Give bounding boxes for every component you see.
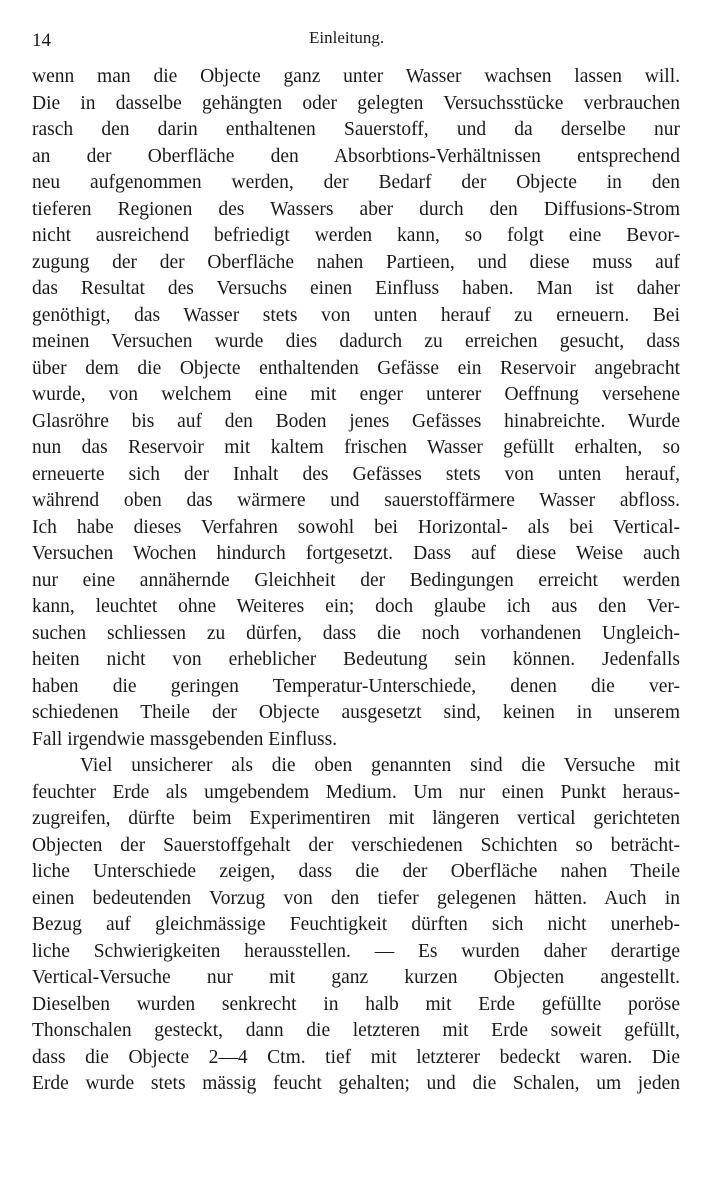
- text-line: wurde, von welchem eine mit enger unterer Oeffnung versehene: [32, 384, 680, 405]
- text-line: tieferen Regionen des Wassers aber durch den Diffusions-Strom: [32, 198, 680, 220]
- text-line: kann, leuchtet ohne Weiteres ein; doch glaube ich aus den Ver-: [32, 596, 680, 617]
- text-line: genöthigt, das Wasser stets von unten herauf zu erneuern. Bei: [32, 304, 680, 326]
- text-line: liche Schwierigkeiten herausstellen. — Es wurden daher derartige: [32, 940, 680, 962]
- text-line: erneuerte sich der Inhalt des Gefässes stets von unten herauf,: [32, 463, 680, 485]
- page-number: 14: [32, 30, 51, 51]
- text-line: heiten nicht von erheblicher Bedeutung sein können. Jedenfalls: [32, 649, 680, 670]
- paragraph-1: [32, 64, 680, 753]
- text-line: nun das Reservoir mit kaltem frischen Wasser gefüllt erhalten, so: [32, 437, 680, 458]
- page-header: [32, 26, 680, 56]
- text-line: dass die Objecte 2—4 Ctm. tief mit letzterer bedeckt waren. Die: [32, 1046, 680, 1068]
- text-line: suchen schliessen zu dürfen, dass die noch vorhandenen Ungleich-: [32, 622, 680, 644]
- text-line: neu aufgenommen werden, der Bedarf der Objecte in den: [32, 172, 680, 193]
- text-line: zugreifen, dürfte beim Experimentiren mit längeren vertical gerichteten: [32, 808, 680, 829]
- text-line: nicht ausreichend befriedigt werden kann, so folgt eine Bevor-: [32, 225, 680, 246]
- text-line: rasch den darin enthaltenen Sauerstoff, und da derselbe nur: [32, 119, 680, 140]
- text-line: Objecten der Sauerstoffgehalt der verschiedenen Schichten so beträcht-: [32, 834, 680, 856]
- running-head: Einleitung.: [309, 28, 385, 47]
- text-line: während oben das wärmere und sauerstoffärmere Wasser abfloss.: [32, 490, 680, 511]
- text-line: liche Unterschiede zeigen, dass die der Oberfläche nahen Theile: [32, 861, 680, 882]
- text-line: Viel unsicherer als die oben genannten sind die Versuche mit: [80, 755, 680, 776]
- text-line: Bezug auf gleichmässige Feuchtigkeit dürften sich nicht unerheb-: [32, 914, 680, 935]
- text-line: Dieselben wurden senkrecht in halb mit Erde gefüllte poröse: [32, 993, 680, 1015]
- text-line: nur eine annähernde Gleichheit der Bedingungen erreicht werden: [32, 569, 680, 591]
- text-line: Die in dasselbe gehängten oder gelegten Versuchsstücke verbrauchen: [32, 92, 680, 114]
- body-text: [32, 64, 680, 1098]
- text-line: meinen Versuchen wurde dies dadurch zu erreichen gesucht, dass: [32, 331, 680, 352]
- text-line: Fall irgendwie massgebenden Einfluss.: [32, 728, 338, 750]
- text-line: feuchter Erde als umgebendem Medium. Um nur einen Punkt heraus-: [32, 781, 680, 803]
- text-line: schiedenen Theile der Objecte ausgesetzt sind, keinen in unserem: [32, 702, 680, 723]
- text-line: Ich habe dieses Verfahren sowohl bei Horizontal- als bei Vertical-: [32, 516, 680, 538]
- text-line: Thonschalen gesteckt, dann die letzteren mit Erde soweit gefüllt,: [32, 1020, 680, 1041]
- text-line: an der Oberfläche den Absorbtions-Verhältnissen entsprechend: [32, 145, 680, 167]
- text-line: über dem die Objecte enthaltenden Gefässe ein Reservoir angebracht: [32, 357, 680, 379]
- text-line: Glasröhre bis auf den Boden jenes Gefässes hinabreichte. Wurde: [32, 410, 680, 432]
- text-line: wenn man die Objecte ganz unter Wasser wachsen lassen will.: [32, 66, 680, 87]
- paragraph-2: [32, 753, 680, 1098]
- text-line: haben die geringen Temperatur-Unterschiede, denen die ver-: [32, 675, 680, 697]
- text-line: zugung der der Oberfläche nahen Partieen, und diese muss auf: [32, 251, 680, 273]
- text-line: Versuchen Wochen hindurch fortgesetzt. Dass auf diese Weise auch: [32, 543, 680, 564]
- text-line: Vertical-Versuche nur mit ganz kurzen Objecten angestellt.: [32, 967, 680, 988]
- text-line: Erde wurde stets mässig feucht gehalten; und die Schalen, um jeden: [32, 1073, 680, 1094]
- text-line: einen bedeutenden Vorzug von den tiefer gelegenen hätten. Auch in: [32, 887, 680, 909]
- text-line: das Resultat des Versuchs einen Einfluss haben. Man ist daher: [32, 278, 680, 299]
